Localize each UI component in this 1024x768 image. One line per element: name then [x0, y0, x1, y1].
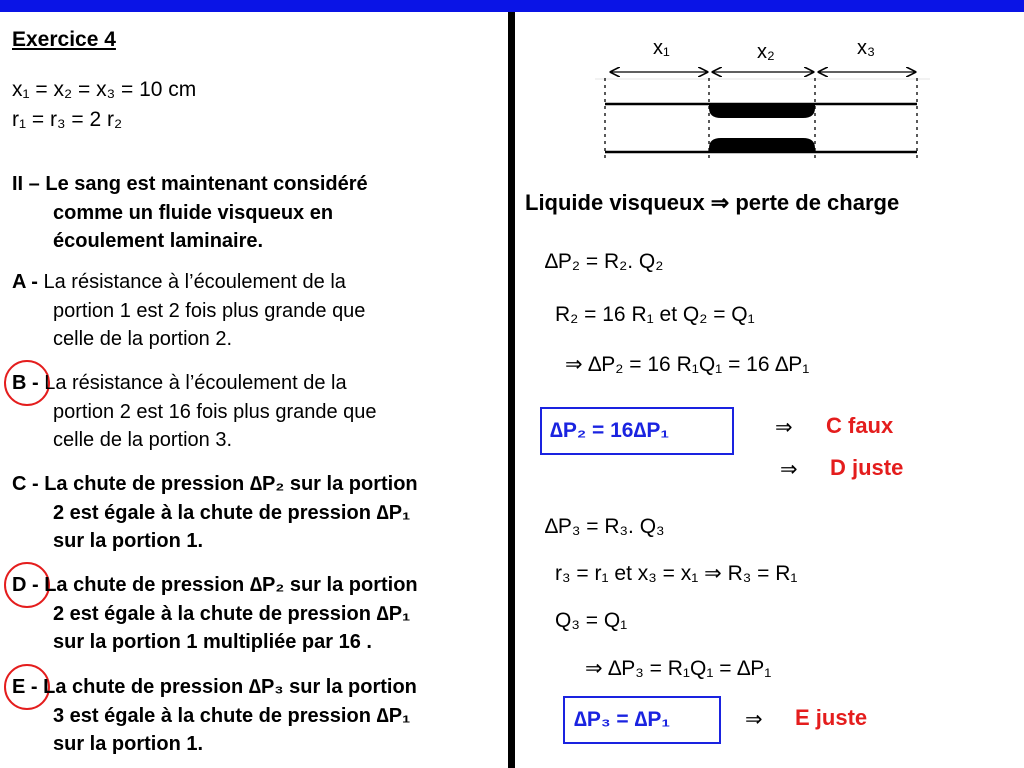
answer-d: D juste — [830, 455, 904, 480]
option-a-line-3: celle de la portion 2. — [53, 328, 233, 350]
result-box-1-text: ∆P₂ = 16∆P₁ — [550, 419, 670, 442]
eq-r2-q2: R₂ = 16 R₁ et Q₂ = Q₁ — [555, 303, 755, 326]
intro-line-1: II – Le sang est maintenant considéré — [12, 173, 368, 195]
x1-label: x₁ — [653, 37, 670, 59]
x2-label: x₂ — [757, 41, 775, 63]
stenosis-upper — [709, 104, 815, 118]
option-d-line-2: 2 est égale à la chute de pression ∆P₁ — [53, 602, 411, 625]
result-box-2 — [563, 696, 721, 744]
implies-arrow-2: ⇒ — [780, 458, 798, 481]
eq-dp2: ∆P₂ = R₂. Q₂ — [545, 250, 664, 273]
option-d — [12, 571, 506, 657]
given-radii: r₁ = r₃ = 2 r₂ — [12, 108, 123, 131]
intro-line-3: écoulement laminaire. — [53, 230, 264, 252]
option-a-line-2: portion 1 est 2 fois plus grande que — [53, 299, 366, 322]
option-a — [12, 268, 506, 354]
eq-dp3-derivation: ⇒ ∆P₃ = R₁Q₁ = ∆P₁ — [585, 657, 772, 680]
implies-arrow-1: ⇒ — [775, 416, 793, 439]
eq-dp2-derivation: ⇒ ∆P₂ = 16 R₁Q₁ = 16 ∆P₁ — [565, 353, 810, 376]
given-lengths: x₁ = x₂ = x₃ = 10 cm — [12, 78, 197, 101]
option-c-line-2: 2 est égale à la chute de pression ∆P₁ — [53, 501, 411, 524]
option-d-line-3: sur la portion 1 multipliée par 16 . — [53, 631, 372, 653]
x3-label: x₃ — [857, 37, 876, 59]
option-b-line-3: celle de la portion 3. — [53, 429, 233, 451]
column-divider — [508, 12, 515, 768]
option-a-prefix: A - — [12, 271, 44, 293]
answer-c: C faux — [826, 413, 894, 438]
option-c — [12, 470, 506, 556]
option-b — [12, 369, 506, 455]
eq-r3-r1: r₃ = r₁ et x₃ = x₁ ⇒ R₃ = R₁ — [555, 562, 798, 585]
option-d-line-1: D - La chute de pression ∆P₂ sur la portion — [12, 574, 418, 596]
implies-arrow-3: ⇒ — [745, 708, 763, 731]
option-b-line-2: portion 2 est 16 fois plus grande que — [53, 400, 377, 423]
option-e-line-2: 3 est égale à la chute de pression ∆P₁ — [53, 704, 411, 727]
intro-line-2: comme un fluide visqueux en — [53, 201, 334, 224]
option-e-line-1: E - La chute de pression ∆P₃ sur la portion — [12, 676, 417, 698]
stenosis-lower — [709, 138, 815, 152]
answer-e: E juste — [795, 705, 868, 730]
option-b-line-1: La résistance à l’écoulement de la — [44, 372, 347, 394]
exercise-title: Exercice 4 — [12, 28, 116, 51]
right-heading: Liquide visqueux ⇒ perte de charge — [525, 190, 900, 215]
vessel-diagram — [595, 30, 930, 170]
intro-paragraph — [12, 170, 506, 256]
option-e-line-3: sur la portion 1. — [53, 733, 204, 755]
top-bar — [0, 0, 1024, 12]
option-c-line-3: sur la portion 1. — [53, 530, 204, 552]
option-e — [12, 673, 506, 759]
option-c-line-1: C - La chute de pression ∆P₂ sur la portion — [12, 473, 418, 495]
result-box-1 — [540, 407, 734, 455]
eq-q3: Q₃ = Q₁ — [555, 609, 628, 632]
eq-dp3: ∆P₃ = R₃. Q₃ — [545, 515, 665, 538]
result-box-2-text: ∆P₃ = ∆P₁ — [574, 708, 671, 731]
option-b-prefix: B - — [12, 372, 45, 394]
option-a-line-1: La résistance à l’écoulement de la — [43, 271, 346, 293]
